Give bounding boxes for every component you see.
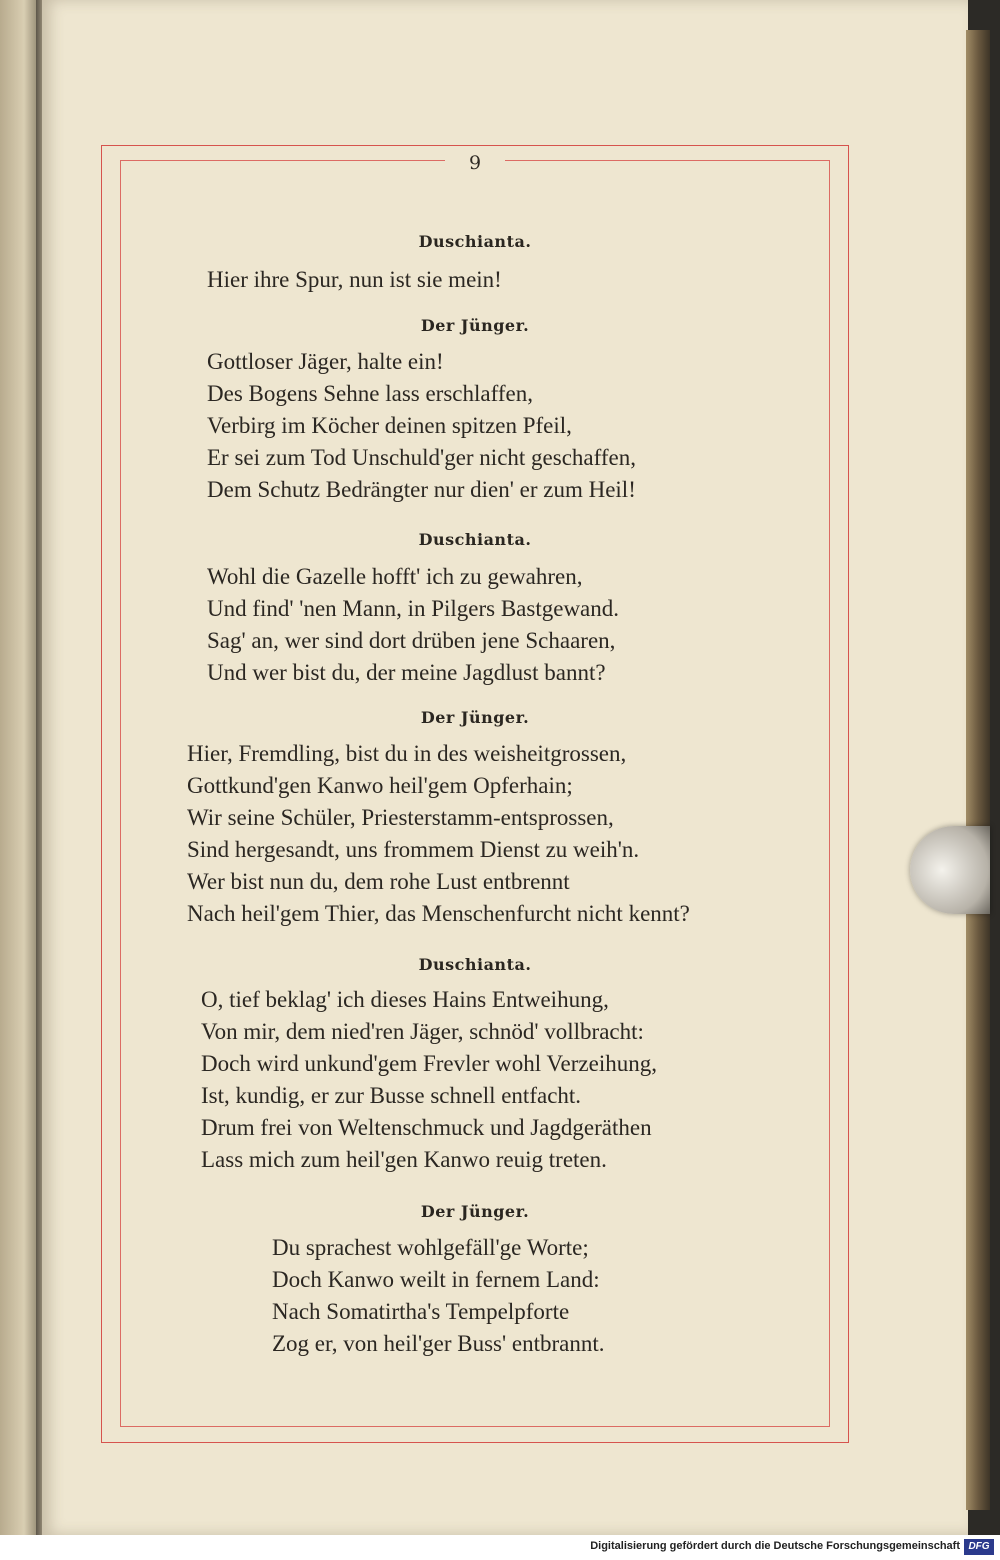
verse-line: Und wer bist du, der meine Jagdlust bannt? bbox=[207, 660, 606, 685]
verse-line: Hier ihre Spur, nun ist sie mein! bbox=[207, 267, 502, 292]
verse-line: Verbirg im Köcher deinen spitzen Pfeil, bbox=[207, 413, 572, 438]
verse-line: Wir seine Schüler, Priesterstamm-entsprossen, bbox=[187, 805, 614, 830]
verse-line: Gottkund'gen Kanwo heil'gem Opferhain; bbox=[187, 773, 573, 798]
verse-line: Und find' 'nen Mann, in Pilgers Bastgewand. bbox=[207, 596, 620, 621]
verse-block bbox=[207, 561, 619, 689]
verse-block bbox=[201, 984, 657, 1176]
verse-line: Ist, kundig, er zur Busse schnell entfacht. bbox=[201, 1083, 582, 1108]
verse-block bbox=[207, 346, 636, 506]
verse-line: Lass mich zum heil'gen Kanwo reuig treten. bbox=[201, 1147, 607, 1172]
verse-line: Von mir, dem nied'ren Jäger, schnöd' vollbracht: bbox=[201, 1019, 644, 1044]
verse-line: Sind hergesandt, uns frommem Dienst zu weih'n. bbox=[187, 837, 640, 862]
verse-block bbox=[272, 1232, 605, 1360]
page-fore-edge bbox=[966, 30, 990, 1510]
verse-line: Er sei zum Tod Unschuld'ger nicht geschaffen, bbox=[207, 445, 636, 470]
speaker-label: Duschianta. bbox=[418, 232, 532, 251]
page-number: 9 bbox=[445, 150, 505, 176]
dfg-logo-icon: DFG bbox=[964, 1539, 994, 1555]
speaker-label: Der Jünger. bbox=[420, 708, 530, 727]
verse-line: Nach heil'gem Thier, das Menschenfurcht nicht kennt? bbox=[187, 901, 690, 926]
page-clip-tab bbox=[910, 826, 990, 914]
digitization-footer bbox=[0, 1535, 1000, 1560]
speaker-label: Der Jünger. bbox=[420, 1202, 530, 1221]
footer-credit: Digitalisierung gefördert durch die Deutsche Forschungsgemeinschaft bbox=[590, 1540, 960, 1552]
verse-line: Du sprachest wohlgefäll'ge Worte; bbox=[272, 1235, 589, 1260]
left-page-edge bbox=[0, 0, 40, 1535]
verse-line: Dem Schutz Bedrängter nur dien' er zum Heil! bbox=[207, 477, 636, 502]
speaker-label: Der Jünger. bbox=[420, 316, 530, 335]
speaker-label: Duschianta. bbox=[418, 530, 532, 549]
verse-line: Des Bogens Sehne lass erschlaffen, bbox=[207, 381, 533, 406]
verse-line: Drum frei von Weltenschmuck und Jagdgeräthen bbox=[201, 1115, 652, 1140]
verse-line: Doch wird unkund'gem Frevler wohl Verzeihung, bbox=[201, 1051, 657, 1076]
verse-line: Wer bist nun du, dem rohe Lust entbrennt bbox=[187, 869, 570, 894]
verse-line: Wohl die Gazelle hofft' ich zu gewahren, bbox=[207, 564, 583, 589]
verse-block bbox=[187, 738, 690, 930]
verse-line: O, tief beklag' ich dieses Hains Entweihung, bbox=[201, 987, 609, 1012]
verse-line: Nach Somatirtha's Tempelpforte bbox=[272, 1299, 570, 1324]
verse-line: Sag' an, wer sind dort drüben jene Schaaren, bbox=[207, 628, 616, 653]
verse-line: Zog er, von heil'ger Buss' entbrannt. bbox=[272, 1331, 605, 1356]
speaker-label: Duschianta. bbox=[418, 955, 532, 974]
verse-line: Hier, Fremdling, bist du in des weisheitgrossen, bbox=[187, 741, 627, 766]
verse-block bbox=[207, 264, 502, 296]
verse-line: Gottloser Jäger, halte ein! bbox=[207, 349, 444, 374]
verse-line: Doch Kanwo weilt in fernem Land: bbox=[272, 1267, 600, 1292]
